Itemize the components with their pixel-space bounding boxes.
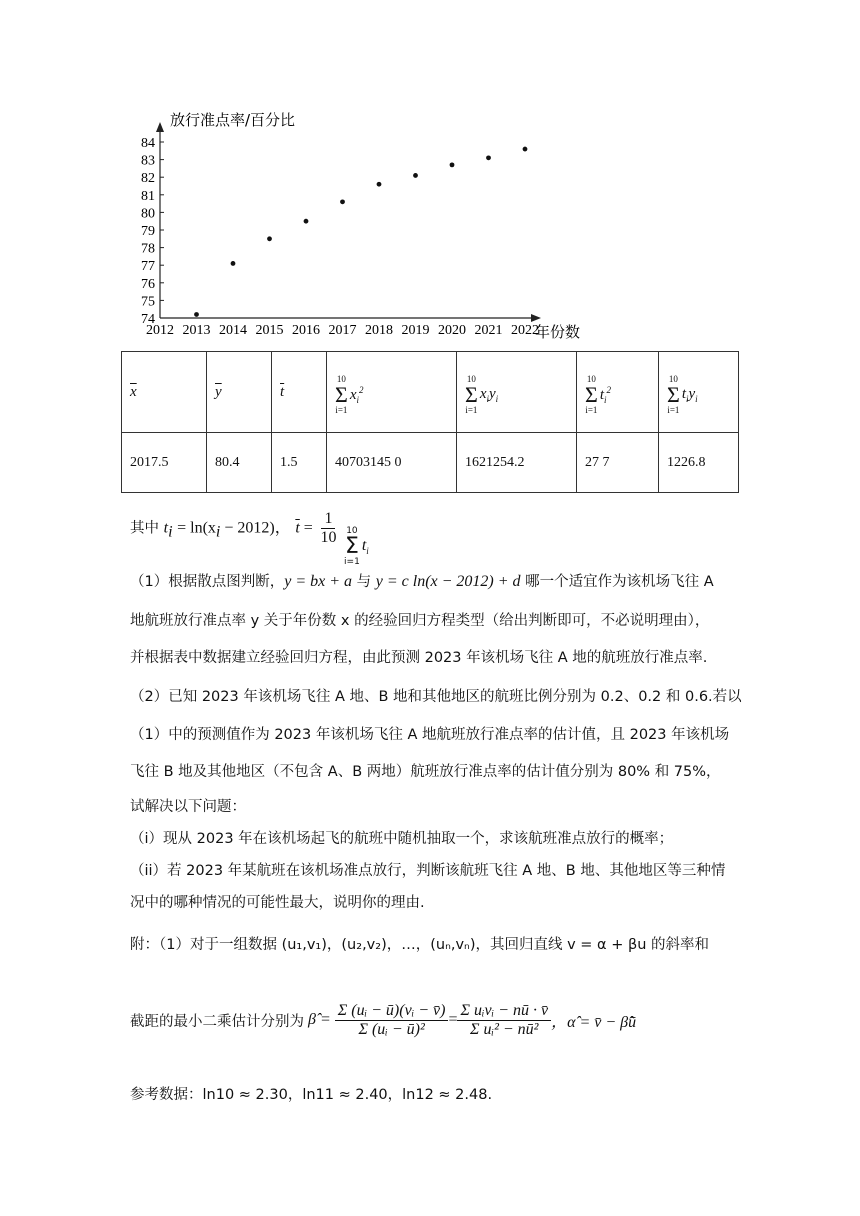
data-point — [194, 312, 199, 317]
question-2-ii-line-1: （ii）若 2023 年某航班在该机场准点放行，判断该航班飞往 A 地、B 地、其他地区等三种情 — [130, 863, 726, 879]
x-tick-label: 2020 — [438, 323, 466, 338]
value-sum-ty: 1226.8 — [659, 433, 739, 493]
y-tick-label: 81 — [141, 188, 155, 204]
y-tick-label: 76 — [141, 276, 155, 292]
y-tick-label: 79 — [141, 224, 155, 239]
data-point — [231, 261, 236, 266]
question-2-i: （i）现从 2023 年在该机场起飞的航班中随机抽取一个，求该航班准点放行的概率； — [130, 831, 674, 847]
question-1-line-1: （1）根据散点图判断，y = bx + a 与 y = c ln(x − 2012) + d 哪一个适宜作为该机场飞往 A — [130, 573, 714, 590]
header-sum-ty: 10 Σ i=1 $t_iy_i$ — [659, 352, 739, 433]
header-xbar: $\overline{x}$ — [122, 352, 207, 433]
data-point — [377, 182, 382, 187]
value-xbar: 2017.5 — [122, 433, 207, 493]
value-tbar: 1.5 — [272, 433, 327, 493]
question-1-line-3: 并根据表中数据建立经验回归方程，由此预测 2023 年该机场飞往 A 地的航班放行准点率. — [130, 650, 708, 666]
y-tick-label: 75 — [141, 294, 155, 310]
scatter-chart — [130, 100, 600, 340]
question-2-line-2: （1）中的预测值作为 2023 年该机场飞往 A 地航班放行准点率的估计值，且 2023 年该机场 — [130, 727, 730, 743]
question-2-ii-line-2: 况中的哪种情况的可能性最大，说明你的理由. — [130, 895, 425, 911]
x-tick-label: 2018 — [365, 323, 393, 338]
question-2-line-3: 飞往 B 地及其他地区（不包含 A、B 两地）航班放行准点率的估计值分别为 80% 和 75%， — [130, 764, 721, 780]
x-axis-label: 年份数 — [535, 323, 581, 340]
data-point — [304, 219, 309, 224]
x-tick-label: 2015 — [255, 323, 284, 338]
data-points — [194, 147, 527, 317]
question-1-line-2: 地航班放行准点率 y 关于年份数 x 的经验回归方程类型（给出判断即可，不必说明理由）， — [130, 613, 710, 629]
y-tick-label: 80 — [141, 206, 155, 222]
chart-axes — [156, 122, 541, 322]
x-tick-label: 2014 — [219, 323, 247, 338]
x-tick-label: 2013 — [182, 323, 211, 338]
x-tick-label: 2021 — [474, 323, 503, 338]
header-sum-xy: 10 Σ i=1 $x_iy_i$ — [457, 352, 577, 433]
y-axis-label: 放行准点率/百分比 — [170, 111, 296, 129]
data-point — [340, 199, 345, 204]
value-ybar: 80.4 — [207, 433, 272, 493]
x-tick-label: 2016 — [292, 323, 320, 338]
x-tick-labels — [146, 323, 539, 338]
data-point — [267, 236, 272, 241]
x-tick-label: 2019 — [401, 323, 430, 338]
header-ybar: $\overline{y}$ — [207, 352, 272, 433]
y-axis-arrow — [156, 122, 164, 132]
data-point — [486, 155, 491, 160]
value-sum-x-squared: 40703145 0 — [327, 433, 457, 493]
header-sum-x-squared: 10 Σ i=1 $x_i^2$ — [327, 352, 457, 433]
value-sum-t-squared: 27 7 — [577, 433, 659, 493]
value-sum-xy: 1621254.2 — [457, 433, 577, 493]
x-tick-label: 2022 — [511, 323, 539, 338]
appendix-formula: 截距的最小二乘估计分别为 β̂ = $\frac{\text{Σ (uᵢ − ū)(vᵢ − v̄)}}{\text{Σ (uᵢ − ū)²}}$ = $\frac{\text{Σ uᵢvᵢ − nū · v̄}}{\text{Σ uᵢ² − nū²}}$ ，α̂ = v̄ − β̂ū — [130, 1001, 637, 1038]
x-axis-arrow — [531, 314, 541, 322]
y-tick-label: 83 — [141, 153, 155, 169]
y-tick-label: 77 — [141, 259, 155, 275]
question-2-line-1: （2）已知 2023 年该机场飞往 A 地、B 地和其他地区的航班比例分别为 0.2、0.2 和 0.6.若以 — [130, 689, 742, 705]
data-point — [450, 162, 455, 167]
data-point — [523, 147, 528, 152]
statistics-table — [121, 351, 739, 493]
reference-data: 参考数据：ln10 ≈ 2.30，ln11 ≈ 2.40，ln12 ≈ 2.48. — [130, 1087, 493, 1103]
appendix-line-1: 附：（1）对于一组数据 (u₁,v₁)，(u₂,v₂)，…，(uₙ,vₙ)，其回归直线 v = α + βu 的斜率和 — [130, 937, 710, 953]
definition-line: 其中 $t_i = \ln(x_i - 2012)$， $\overline{t}$ = $\frac{1}{10}$ 10 Σ i=1 $t_i$ — [130, 510, 369, 567]
x-tick-label: 2012 — [146, 323, 174, 338]
data-point — [413, 173, 418, 178]
y-tick-label: 74 — [141, 312, 155, 327]
x-tick-label: 2017 — [328, 323, 357, 338]
header-sum-t-squared: 10 Σ i=1 $t_i^2$ — [577, 352, 659, 433]
y-tick-label: 78 — [141, 241, 155, 257]
question-2-line-4: 试解决以下问题： — [130, 799, 246, 815]
y-tick-label: 82 — [141, 171, 155, 187]
y-tick-label: 84 — [141, 136, 155, 151]
header-tbar: $\overline{t}$ — [272, 352, 327, 433]
